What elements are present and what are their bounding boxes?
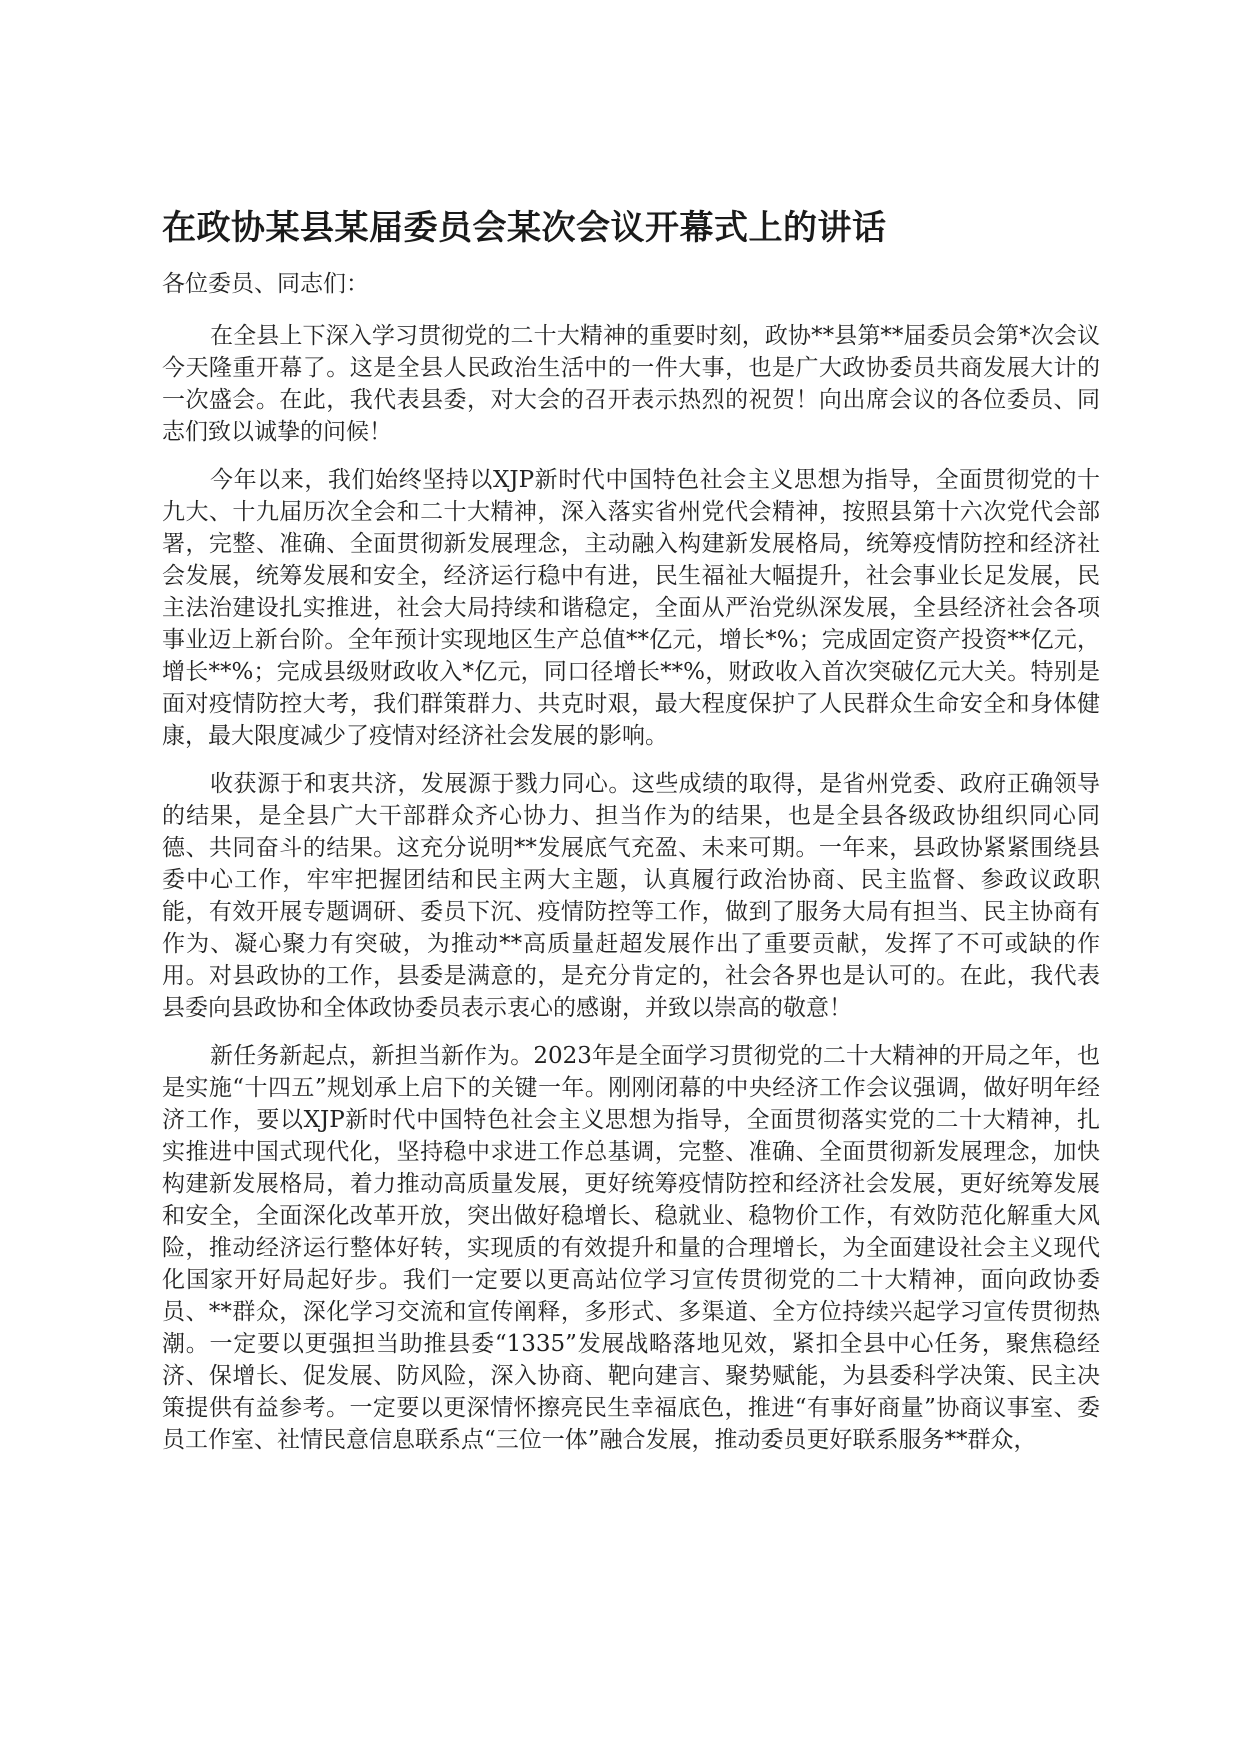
paragraph-acknowledgement: 收获源于和衷共济，发展源于戮力同心。这些成绩的取得，是省州党委、政府正确领导的结果，是全县广大干部群众齐心协力、担当作为的结果，也是全县各级政协组织同心同德、共同奋斗的结果。这充分说明**发展底气充盈、未来可期。一年来，县政协紧紧围绕县委中心工作，牢牢把握团结和民主两大主题，认真履行政治协商、民主监督、参政议政职能，有效开展专题调研、委员下沉、疫情防控等工作，做到了服务大局有担当、民主协商有作为、凝心聚力有突破，为推动**高质量赶超发展作出了重要贡献，发挥了不可或缺的作用。对县政协的工作，县委是满意的，是充分肯定的，社会各界也是认可的。在此，我代表县委向县政协和全体政协委员表示衷心的感谢，并致以崇高的敬意！ <box>162 771 1100 1021</box>
paragraph-new-tasks: 新任务新起点，新担当新作为。2023年是全面学习贯彻党的二十大精神的开局之年，也是实施“十四五”规划承上启下的关键一年。刚刚闭幕的中央经济工作会议强调，做好明年经济工作，要以XJP新时代中国特色社会主义思想为指导，全面贯彻落实党的二十大精神，扎实推进中国式现代化，坚持稳中求进工作总基调，完整、准确、全面贯彻新发展理念，加快构建新发展格局，着力推动高质量发展，更好统筹疫情防控和经济社会发展，更好统筹发展和安全，全面深化改革开放，突出做好稳增长、稳就业、稳物价工作，有效防范化解重大风险，推动经济运行整体好转，实现质的有效提升和量的合理增长，为全面建设社会主义现代化国家开好局起好步。我们一定要以更高站位学习宣传贯彻党的二十大精神，面向政协委员、**群众，深化学习交流和宣传阐释，多形式、多渠道、全方位持续兴起学习宣传贯彻热潮。一定要以更强担当助推县委“1335”发展战略落地见效，紧扣全县中心任务，聚焦稳经济、保增长、促发展、防风险，深入协商、靶向建言、聚势赋能，为县委科学决策、民主决策提供有益参考。一定要以更深情怀擦亮民生幸福底色，推进“有事好商量”协商议事室、委员工作室、社情民意信息联系点“三位一体”融合发展，推动委员更好联系服务**群众， <box>162 1043 1100 1453</box>
document-title: 在政协某县某届委员会某次会议开幕式上的讲话 <box>162 208 887 248</box>
paragraph-achievements: 今年以来，我们始终坚持以XJP新时代中国特色社会主义思想为指导，全面贯彻党的十九大、十九届历次全会和二十大精神，深入落实省州党代会精神，按照县第十六次党代会部署，完整、准确、全面贯彻新发展理念，主动融入构建新发展格局，统筹疫情防控和经济社会发展，统筹发展和安全，经济运行稳中有进，民生福祉大幅提升，社会事业长足发展，民主法治建设扎实推进，社会大局持续和谐稳定，全面从严治党纵深发展，全县经济社会各项事业迈上新台阶。全年预计实现地区生产总值**亿元，增长*%；完成固定资产投资**亿元，增长**%；完成县级财政收入*亿元，同口径增长**%，财政收入首次突破亿元大关。特别是面对疫情防控大考，我们群策群力、共克时艰，最大程度保护了人民群众生命安全和身体健康，最大限度减少了疫情对经济社会发展的影响。 <box>162 467 1100 749</box>
salutation: 各位委员、同志们： <box>162 271 369 297</box>
document-body <box>162 206 1100 1472</box>
paragraph-opening: 在全县上下深入学习贯彻党的二十大精神的重要时刻，政协**县第**届委员会第*次会议今天隆重开幕了。这是全县人民政治生活中的一件大事，也是广大政协委员共商发展大计的一次盛会。在此，我代表县委，对大会的召开表示热烈的祝贺！向出席会议的各位委员、同志们致以诚挚的问候！ <box>162 323 1100 445</box>
